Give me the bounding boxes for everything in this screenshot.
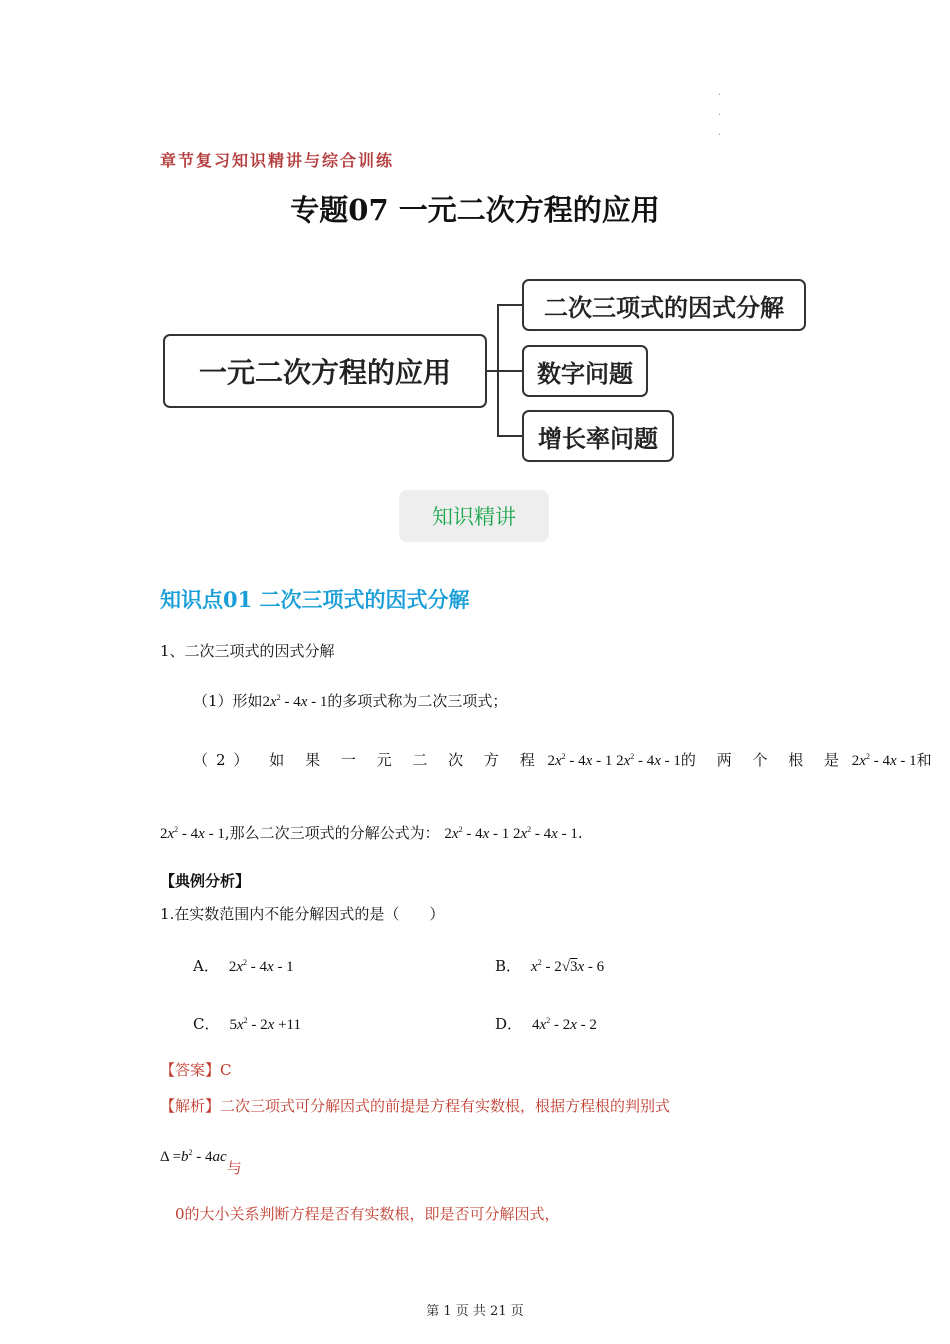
- formula: $2x^2 - 4x - 1$: [160, 825, 225, 842]
- chapter-label: 章节复习知识精讲与综合训练: [160, 151, 395, 170]
- paragraph-1: [193, 690, 507, 711]
- mindmap-root: 一元二次方程的应用: [163, 334, 487, 408]
- formula: $2x^2 - 4x - 1$: [262, 693, 328, 710]
- paragraph-3: [160, 822, 583, 843]
- p1-prefix: （1）形如: [193, 692, 263, 710]
- p2-mid: 的 两 个 根 是: [680, 751, 847, 769]
- formula: $2x^2 - 4x - 1$: [851, 752, 917, 769]
- formula: $x^2 - 2√3x - 6$: [531, 958, 605, 975]
- option-c: [193, 1013, 301, 1034]
- answer-label: 【答案】: [160, 1061, 221, 1079]
- option-c-label: C．: [193, 1015, 220, 1033]
- formula: $4x^2 - 2x - 2$: [532, 1016, 597, 1033]
- page-footer: 第 1 页 共 21 页: [426, 1304, 524, 1319]
- option-d: [495, 1013, 597, 1034]
- option-b: [495, 955, 604, 976]
- analysis-continued: 0的大小关系判断方程是否有实数根，即是否可分解因式，: [175, 1205, 560, 1223]
- answer-value: C: [220, 1061, 232, 1079]
- p3-mid: ,那么二次三项式的分解公式为：: [224, 824, 440, 842]
- formula: $2x^2 - 4x - 1$ $2x^2 - 4x - 1$: [444, 825, 578, 842]
- mindmap-connector: [497, 304, 522, 306]
- answer-line: [160, 1059, 232, 1080]
- option-a: [193, 955, 294, 976]
- mindmap-node-growth-rate: 增长率问题: [522, 410, 674, 462]
- p1-suffix: 的多项式称为二次三项式；: [327, 692, 508, 710]
- example-question: 1.在实数范围内不能分解因式的是（ ）: [160, 905, 445, 923]
- knowledge-point-heading: 知识点01 二次三项式的因式分解: [160, 587, 470, 612]
- analysis-text: 二次三项式可分解因式的前提是方程有实数根，根据方程根的判别式: [220, 1097, 671, 1115]
- p2-end: 和: [916, 751, 932, 769]
- page-title: 专题07 一元二次方程的应用: [290, 193, 660, 227]
- analysis-line: [160, 1095, 670, 1116]
- formula: $5x^2 - 2x +11$: [229, 1016, 301, 1033]
- option-a-label: A．: [193, 957, 219, 975]
- mindmap-node-factorization: 二次三项式的因式分解: [522, 279, 806, 331]
- discriminant-line: [160, 1145, 242, 1177]
- analysis-label: 【解析】: [160, 1097, 221, 1115]
- p2-prefix: （2） 如 果 一 元 二 次 方 程: [193, 751, 543, 769]
- mindmap-connector: [497, 370, 522, 372]
- p3-end: .: [577, 824, 583, 842]
- formula: $\Delta =b^2 - 4ac$: [160, 1148, 227, 1165]
- example-label: 【典例分析】: [160, 872, 251, 890]
- mindmap-node-number-problem: 数字问题: [522, 345, 648, 397]
- formula: $2x^2 - 4x - 1$: [228, 958, 294, 975]
- mindmap-connector: [497, 435, 522, 437]
- analysis-with: 与: [226, 1159, 242, 1177]
- option-d-label: D．: [495, 1015, 523, 1033]
- formula: $2x^2 - 4x - 1$ $2x^2 - 4x - 1$: [547, 752, 681, 769]
- option-b-label: B．: [495, 957, 522, 975]
- decorative-dots: · · ·: [718, 90, 722, 141]
- section-pill: 知识精讲: [399, 490, 549, 542]
- item-title: 1、二次三项式的因式分解: [160, 642, 335, 660]
- paragraph-2: [193, 749, 932, 770]
